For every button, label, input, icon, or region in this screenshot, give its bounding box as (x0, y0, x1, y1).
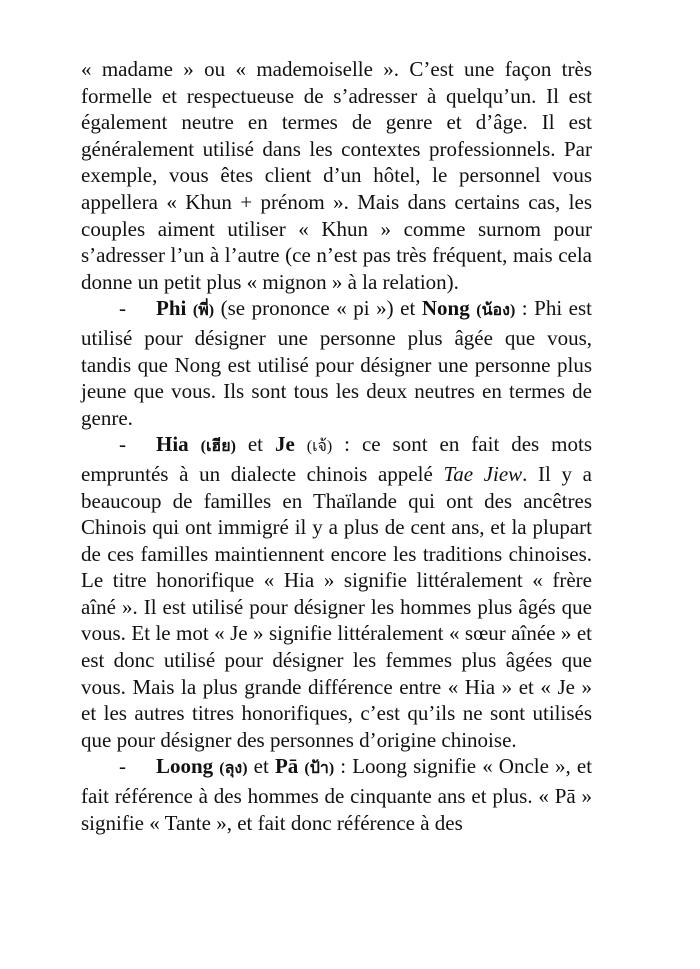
list-item-loong-pa (81, 753, 592, 836)
list-dash: - (119, 296, 126, 321)
thai-word-nong: (น้อง) (476, 302, 516, 320)
term-pa: Pā (274, 754, 299, 779)
list-dash: - (119, 754, 126, 779)
hia-je-description-rest: . Il y a beaucoup de familles en Thaïlande qui ont des ancêtres Chinois qui ont immigré il y a plus de cent ans, et la plupart de ces familles maintiennent encore les traditions chinoises. Le titre honorifique « Hia » signifie littéralement « frère aîné ». Il est utilisé pour désigner les hommes plus âgés que vous. Et le mot « Je » signifie littéralement « sœur aînée » et est donc utilisé pour désigner les femmes plus âgées que vous. Mais la plus grande différence entre « Hia » et « Je » et les autres titres honorifiques, c’est qu’ils ne sont utilisés que pour désigner des personnes d’origine chinoise. (81, 461, 592, 752)
list-item-phi-nong (81, 295, 592, 431)
phi-nong-description: : Phi est utilisé pour désigner une personne plus âgée que vous, tandis que Nong est utilisé pour désigner une personne plus jeune que vous. Ils sont tous les deux neutres en termes de genre. (81, 296, 593, 430)
dialect-name: Tae Jiew (443, 461, 523, 486)
thai-word-je: (เจ้) (306, 438, 333, 456)
loong-pa-connector: et (247, 754, 275, 779)
phi-pronunciation: (se prononce « pi ») et (214, 296, 422, 321)
thai-word-hia: (เฮีย) (200, 438, 236, 456)
document-page (81, 56, 592, 836)
term-hia: Hia (156, 432, 189, 457)
hia-je-description-start: : ce sont en fait des mots empruntés à un dialecte chinois appelé (81, 432, 593, 486)
list-item-hia-je (81, 431, 592, 753)
hia-je-connector: et (235, 432, 275, 457)
term-loong: Loong (156, 754, 214, 779)
intro-paragraph: « madame » ou « mademoiselle ». C’est une façon très formelle et respectueuse de s’adresser à quelqu’un. Il est également neutre en termes de genre et d’âge. Il est généralement utilisé dans les contextes professionnels. Par exemple, vous êtes client d’un hôtel, le personnel vous appellera « Khun + prénom ». Mais dans certains cas, les couples aiment utiliser « Khun » comme surnom pour s’adresser l’un à l’autre (ce n’est pas très fréquent, mais cela donne un petit plus « mignon » à la relation). (81, 57, 592, 294)
term-nong: Nong (421, 296, 470, 321)
term-je: Je (274, 432, 295, 457)
loong-pa-description: : Loong signifie « Oncle », et fait référence à des hommes de cinquante ans et plus. « Pā » signifie « Tante », et fait donc référence à des (81, 754, 593, 835)
thai-word-pa: (ป้า) (304, 760, 335, 778)
thai-word-loong: (ลุง) (219, 760, 248, 778)
term-phi: Phi (156, 296, 187, 321)
list-dash: - (119, 432, 126, 457)
thai-word-phi: (พี่) (192, 302, 215, 320)
